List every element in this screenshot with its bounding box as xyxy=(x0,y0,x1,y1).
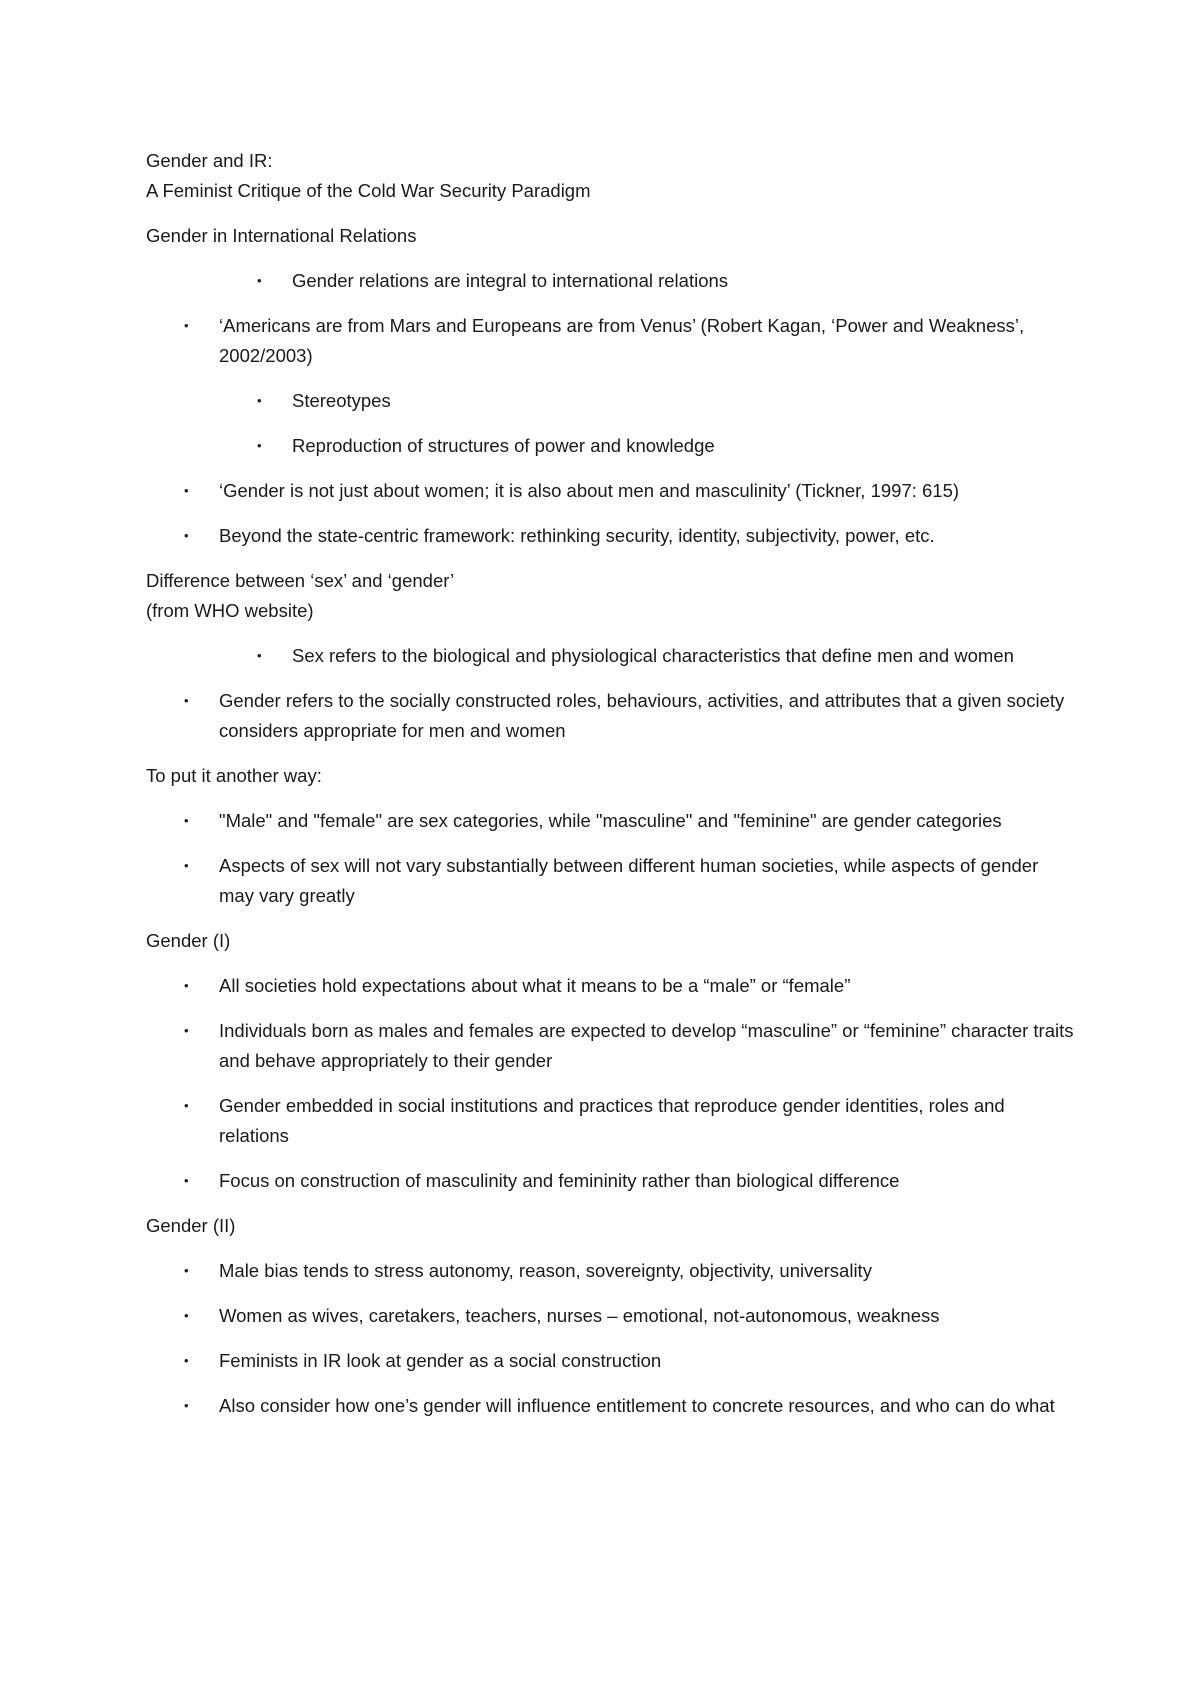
bullet-icon: • xyxy=(184,1353,189,1368)
bullet-icon: • xyxy=(257,648,262,663)
section xyxy=(146,221,1076,551)
bullet-icon: • xyxy=(184,1263,189,1278)
section-heading: To put it another way: xyxy=(146,765,322,786)
bullet-icon: • xyxy=(184,978,189,993)
bullet-icon: • xyxy=(184,1398,189,1413)
list-item xyxy=(146,476,1076,506)
bullet-list xyxy=(146,971,1076,1196)
list-item xyxy=(146,1301,1076,1331)
list-item xyxy=(146,386,1076,416)
title-line-2: A Feminist Critique of the Cold War Security Paradigm xyxy=(146,180,591,201)
list-item-text: "Male" and "female" are sex categories, while "masculine" and "feminine" are gender categories xyxy=(219,810,1002,831)
list-item-text: All societies hold expectations about what it means to be a “male” or “female” xyxy=(219,975,851,996)
bullet-icon: • xyxy=(184,1308,189,1323)
bullet-icon: • xyxy=(184,1098,189,1113)
list-item xyxy=(146,686,1076,746)
list-item xyxy=(146,266,1076,296)
list-item-text: Beyond the state-centric framework: rethinking security, identity, subjectivity, power, etc. xyxy=(219,525,935,546)
list-item xyxy=(146,806,1076,836)
section-heading: Gender in International Relations xyxy=(146,225,417,246)
list-item xyxy=(146,1166,1076,1196)
bullet-icon: • xyxy=(184,693,189,708)
list-item-text: ‘Gender is not just about women; it is also about men and masculinity’ (Tickner, 1997: 615) xyxy=(219,480,960,501)
bullet-icon: • xyxy=(257,393,262,408)
list-item-text: Also consider how one’s gender will influence entitlement to concrete resources, and who can do what xyxy=(219,1395,1055,1416)
list-item-text: ‘Americans are from Mars and Europeans are from Venus’ (Robert Kagan, ‘Power and Weakness’, 2002/2003) xyxy=(219,315,1025,366)
section xyxy=(146,761,1076,911)
bullet-icon: • xyxy=(184,528,189,543)
section xyxy=(146,1211,1076,1421)
section xyxy=(146,926,1076,1196)
list-item-text: Women as wives, caretakers, teachers, nurses – emotional, not-autonomous, weakness xyxy=(219,1305,940,1326)
title-line-1: Gender and IR: xyxy=(146,150,273,171)
list-item-text: Gender refers to the socially constructed roles, behaviours, activities, and attributes that a given society considers appropriate for men and women xyxy=(219,690,1065,741)
bullet-icon: • xyxy=(257,273,262,288)
bullet-icon: • xyxy=(184,1023,189,1038)
bullet-icon: • xyxy=(184,813,189,828)
list-item xyxy=(146,851,1076,911)
bullet-list xyxy=(146,806,1076,911)
list-item xyxy=(146,1016,1076,1076)
list-item xyxy=(146,311,1076,371)
section-heading: Difference between ‘sex’ and ‘gender’ xyxy=(146,570,455,591)
list-item xyxy=(146,971,1076,1001)
list-item xyxy=(146,1091,1076,1151)
list-item-text: Sex refers to the biological and physiological characteristics that define men and women xyxy=(292,645,1014,666)
list-item-text: Aspects of sex will not vary substantially between different human societies, while aspects of gender may vary greatly xyxy=(219,855,1039,906)
list-item-text: Gender embedded in social institutions and practices that reproduce gender identities, roles and relations xyxy=(219,1095,1005,1146)
bullet-list xyxy=(146,266,1076,551)
section-heading: Gender (II) xyxy=(146,1215,236,1236)
bullet-icon: • xyxy=(184,1173,189,1188)
bullet-list xyxy=(146,641,1076,746)
list-item xyxy=(146,1391,1076,1421)
list-item-text: Focus on construction of masculinity and femininity rather than biological difference xyxy=(219,1170,900,1191)
bullet-icon: • xyxy=(257,438,262,453)
list-item xyxy=(146,641,1076,671)
section-heading: Gender (I) xyxy=(146,930,231,951)
list-item-text: Individuals born as males and females are expected to develop “masculine” or “feminine” character traits and behave appropriately to their gender xyxy=(219,1020,1074,1071)
list-item xyxy=(146,431,1076,461)
section xyxy=(146,566,1076,746)
section-subheading: (from WHO website) xyxy=(146,600,314,621)
bullet-list xyxy=(146,1256,1076,1421)
list-item xyxy=(146,1346,1076,1376)
bullet-icon: • xyxy=(184,318,189,333)
bullet-icon: • xyxy=(184,483,189,498)
document-sections xyxy=(146,221,1076,1421)
document-body xyxy=(146,146,1076,1421)
list-item xyxy=(146,521,1076,551)
list-item-text: Gender relations are integral to international relations xyxy=(292,270,729,291)
list-item-text: Stereotypes xyxy=(292,390,391,411)
list-item-text: Feminists in IR look at gender as a social construction xyxy=(219,1350,662,1371)
bullet-icon: • xyxy=(184,858,189,873)
list-item xyxy=(146,1256,1076,1286)
list-item-text: Reproduction of structures of power and knowledge xyxy=(292,435,715,456)
list-item-text: Male bias tends to stress autonomy, reason, sovereignty, objectivity, universality xyxy=(219,1260,872,1281)
